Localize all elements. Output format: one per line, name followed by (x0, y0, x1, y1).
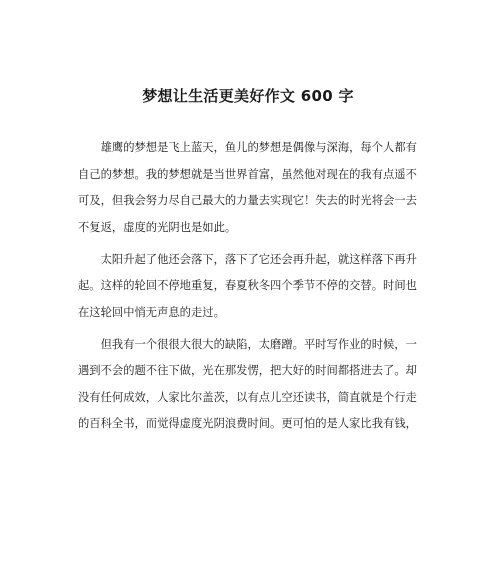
paragraph-2 (78, 247, 423, 327)
paragraph-line: 没有任何成效，人家比尔盖茨，以有点儿空还读书，简直就是个行走 (78, 390, 417, 404)
paragraph-line: 自己的梦想。我的梦想就是当世界首富，虽然他对现在的我有点遥不 (78, 167, 417, 181)
paragraph-line: 遇到不会的题不往下做，光在那发愣，把大好的时间都搭进去了。却 (78, 364, 417, 377)
paragraph-line: 太阳升起了他还会落下，落下了它还会再升起，就这样落下再升 (78, 252, 417, 266)
paragraph-line: 不复返，虚度的光阴也是如此。 (78, 220, 237, 234)
paragraph-line: 雄鹰的梦想是飞上蓝天，鱼儿的梦想是偶像与深海，每个人都有 (78, 141, 417, 154)
paragraph-line: 但我有一个很很大很大的缺陷，太磨蹭。平时写作业的时候，一 (78, 337, 417, 351)
paragraph-line: 可及，但我会努力尽自己最大的力量去实现它！失去的时光将会一去 (78, 194, 417, 207)
paragraph-1 (78, 135, 423, 241)
paragraph-line: 起。这样的轮回不停地重复，春夏秋冬四个季节不停的交替。时间也 (78, 279, 417, 292)
document-body (78, 135, 423, 438)
paragraph-3 (78, 332, 423, 438)
paragraph-line: 在这轮回中悄无声息的走过。 (78, 305, 225, 319)
document-title: 梦想让生活更美好作文 600 字 (142, 87, 354, 105)
paragraph-line: 的百科全书，而觉得虚度光阴浪费时间。更可怕的是人家比我有钱， (78, 417, 417, 430)
